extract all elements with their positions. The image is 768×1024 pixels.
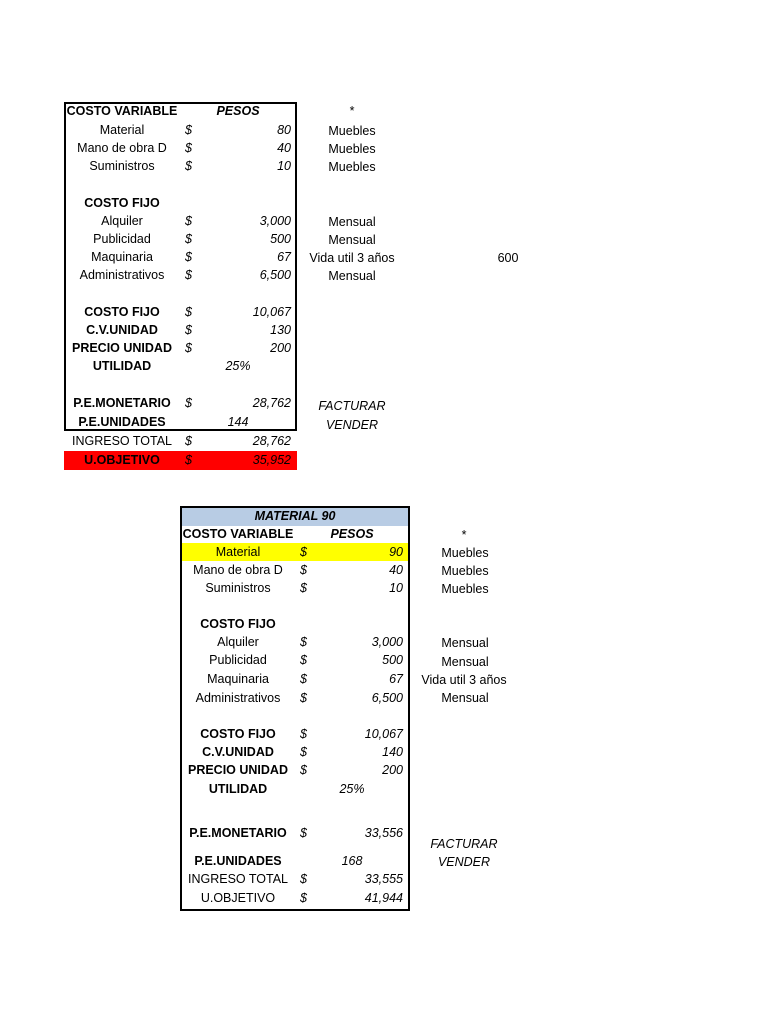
t1-row-label: P.E.MONETARIO bbox=[73, 396, 171, 410]
t2-row-value: 6,500 bbox=[371, 691, 403, 705]
t1-header-col: PESOS bbox=[216, 104, 260, 118]
t2-header-label: COSTO VARIABLE bbox=[182, 527, 294, 541]
t2-row-label: P.E.UNIDADES bbox=[194, 854, 282, 868]
t1-row-currency: $ bbox=[185, 141, 192, 155]
t2-row-note: Mensual bbox=[441, 636, 489, 650]
t2-row-label: Material bbox=[215, 545, 261, 559]
t2-row-value: 500 bbox=[382, 653, 403, 667]
t1-row-value: 200 bbox=[270, 341, 291, 355]
t1-row-value: 28,762 bbox=[252, 396, 291, 410]
t2-row-currency: $ bbox=[300, 653, 307, 667]
t2-row-currency: $ bbox=[300, 545, 307, 559]
t2-row-note: Muebles bbox=[441, 546, 489, 560]
t1-row-currency: $ bbox=[185, 250, 192, 264]
t1-row-currency: $ bbox=[185, 396, 192, 410]
t1-row-currency: $ bbox=[185, 159, 192, 173]
t1-row-currency: $ bbox=[185, 232, 192, 246]
t2-row-value: 10 bbox=[389, 581, 403, 595]
t2-header-note: * bbox=[461, 528, 467, 542]
t2-row-currency: $ bbox=[300, 872, 307, 886]
t2-row-value: 40 bbox=[389, 563, 403, 577]
t2-row-currency: $ bbox=[300, 763, 307, 777]
t2-row-value: 41,944 bbox=[364, 891, 403, 905]
t2-row-note: FACTURAR bbox=[430, 837, 498, 851]
t1-row-value: 3,000 bbox=[259, 214, 291, 228]
t1-row-label: Mano de obra D bbox=[77, 141, 167, 155]
t2-row-currency: $ bbox=[300, 672, 307, 686]
t1-row-currency: $ bbox=[185, 453, 192, 467]
t2-row-label: U.OBJETIVO bbox=[200, 891, 276, 905]
t2-row-currency: $ bbox=[300, 691, 307, 705]
t2-fixed-title: COSTO FIJO bbox=[200, 617, 276, 631]
t1-row-note: Muebles bbox=[328, 124, 376, 138]
t1-row-label: C.V.UNIDAD bbox=[86, 323, 158, 337]
t2-row-label: Mano de obra D bbox=[193, 563, 283, 577]
t2-row-label: Publicidad bbox=[209, 653, 267, 667]
t2-row-label: INGRESO TOTAL bbox=[187, 872, 289, 886]
t2-row-note: Vida util 3 años bbox=[421, 673, 507, 687]
t1-row-currency: $ bbox=[185, 434, 192, 448]
t1-header-note: * bbox=[349, 104, 355, 118]
t2-row-value: 3,000 bbox=[371, 635, 403, 649]
t2-row-label: UTILIDAD bbox=[208, 782, 268, 796]
t1-row-currency: $ bbox=[185, 341, 192, 355]
t2-row-note: Mensual bbox=[441, 655, 489, 669]
t2-header-col: PESOS bbox=[330, 527, 374, 541]
t2-row-currency: $ bbox=[300, 745, 307, 759]
t1-row-value: 10,067 bbox=[252, 305, 291, 319]
t2-row-currency: $ bbox=[300, 635, 307, 649]
t2-row-label: Maquinaria bbox=[207, 672, 269, 686]
t2-row-value: 90 bbox=[389, 545, 403, 559]
t1-fixed-title: COSTO FIJO bbox=[84, 196, 160, 210]
t1-row-label: UTILIDAD bbox=[92, 359, 152, 373]
t1-row-currency: $ bbox=[185, 214, 192, 228]
t1-row-note: Mensual bbox=[328, 215, 376, 229]
t2-row-label: Administrativos bbox=[195, 691, 281, 705]
t1-row-label: Suministros bbox=[89, 159, 155, 173]
t2-row-value: 168 bbox=[341, 854, 363, 868]
t2-row-currency: $ bbox=[300, 727, 307, 741]
t1-row-value: 35,952 bbox=[252, 453, 291, 467]
t2-row-currency: $ bbox=[300, 826, 307, 840]
t2-row-label: P.E.MONETARIO bbox=[189, 826, 287, 840]
t1-row-note: VENDER bbox=[325, 418, 379, 432]
t1-row-note: Mensual bbox=[328, 233, 376, 247]
t1-row-value: 67 bbox=[277, 250, 291, 264]
t2-row-currency: $ bbox=[300, 581, 307, 595]
t2-row-value: 25% bbox=[339, 782, 365, 796]
t2-row-label: C.V.UNIDAD bbox=[202, 745, 274, 759]
t1-row-extra: 600 bbox=[497, 251, 519, 265]
t1-row-currency: $ bbox=[185, 305, 192, 319]
t2-row-label: COSTO FIJO bbox=[200, 727, 276, 741]
t1-row-label: Maquinaria bbox=[91, 250, 153, 264]
t2-row-note: Muebles bbox=[441, 582, 489, 596]
t1-row-currency: $ bbox=[185, 268, 192, 282]
t2-row-note: Muebles bbox=[441, 564, 489, 578]
t1-row-currency: $ bbox=[185, 123, 192, 137]
t2-row-note: Mensual bbox=[441, 691, 489, 705]
t1-row-note: Mensual bbox=[328, 269, 376, 283]
t2-row-value: 67 bbox=[389, 672, 403, 686]
t1-row-value: 28,762 bbox=[252, 434, 291, 448]
t2-row-label: Suministros bbox=[205, 581, 271, 595]
t1-row-value: 40 bbox=[277, 141, 291, 155]
t1-row-currency: $ bbox=[185, 323, 192, 337]
t2-row-label: PRECIO UNIDAD bbox=[187, 763, 288, 777]
t2-row-currency: $ bbox=[300, 563, 307, 577]
t1-row-label: Alquiler bbox=[101, 214, 143, 228]
t1-row-value: 80 bbox=[277, 123, 291, 137]
t1-row-note: Muebles bbox=[328, 142, 376, 156]
t2-row-value: 140 bbox=[382, 745, 403, 759]
t1-row-label: Administrativos bbox=[79, 268, 165, 282]
t1-row-label: INGRESO TOTAL bbox=[71, 434, 173, 448]
t2-row-currency: $ bbox=[300, 891, 307, 905]
t1-row-label: Publicidad bbox=[93, 232, 151, 246]
t2-row-value: 33,555 bbox=[364, 872, 403, 886]
t1-row-note: FACTURAR bbox=[318, 399, 386, 413]
t1-row-value: 144 bbox=[227, 415, 249, 429]
t1-row-label: P.E.UNIDADES bbox=[78, 415, 166, 429]
t1-row-value: 25% bbox=[225, 359, 251, 373]
t1-header-label: COSTO VARIABLE bbox=[66, 104, 178, 118]
t1-row-label: Material bbox=[99, 123, 145, 137]
t1-row-label: U.OBJETIVO bbox=[84, 453, 160, 467]
t2-row-value: 10,067 bbox=[364, 727, 403, 741]
t1-row-label: PRECIO UNIDAD bbox=[71, 341, 172, 355]
t1-row-note: Vida util 3 años bbox=[309, 251, 395, 265]
t2-row-label: Alquiler bbox=[217, 635, 259, 649]
t2-title: MATERIAL 90 bbox=[254, 509, 336, 523]
t1-row-value: 10 bbox=[277, 159, 291, 173]
t2-row-value: 200 bbox=[382, 763, 403, 777]
t1-row-value: 130 bbox=[270, 323, 291, 337]
t1-row-value: 6,500 bbox=[259, 268, 291, 282]
t2-row-note: VENDER bbox=[437, 855, 491, 869]
t1-row-value: 500 bbox=[270, 232, 291, 246]
t2-row-value: 33,556 bbox=[364, 826, 403, 840]
t1-row-label: COSTO FIJO bbox=[84, 305, 160, 319]
t1-row-note: Muebles bbox=[328, 160, 376, 174]
